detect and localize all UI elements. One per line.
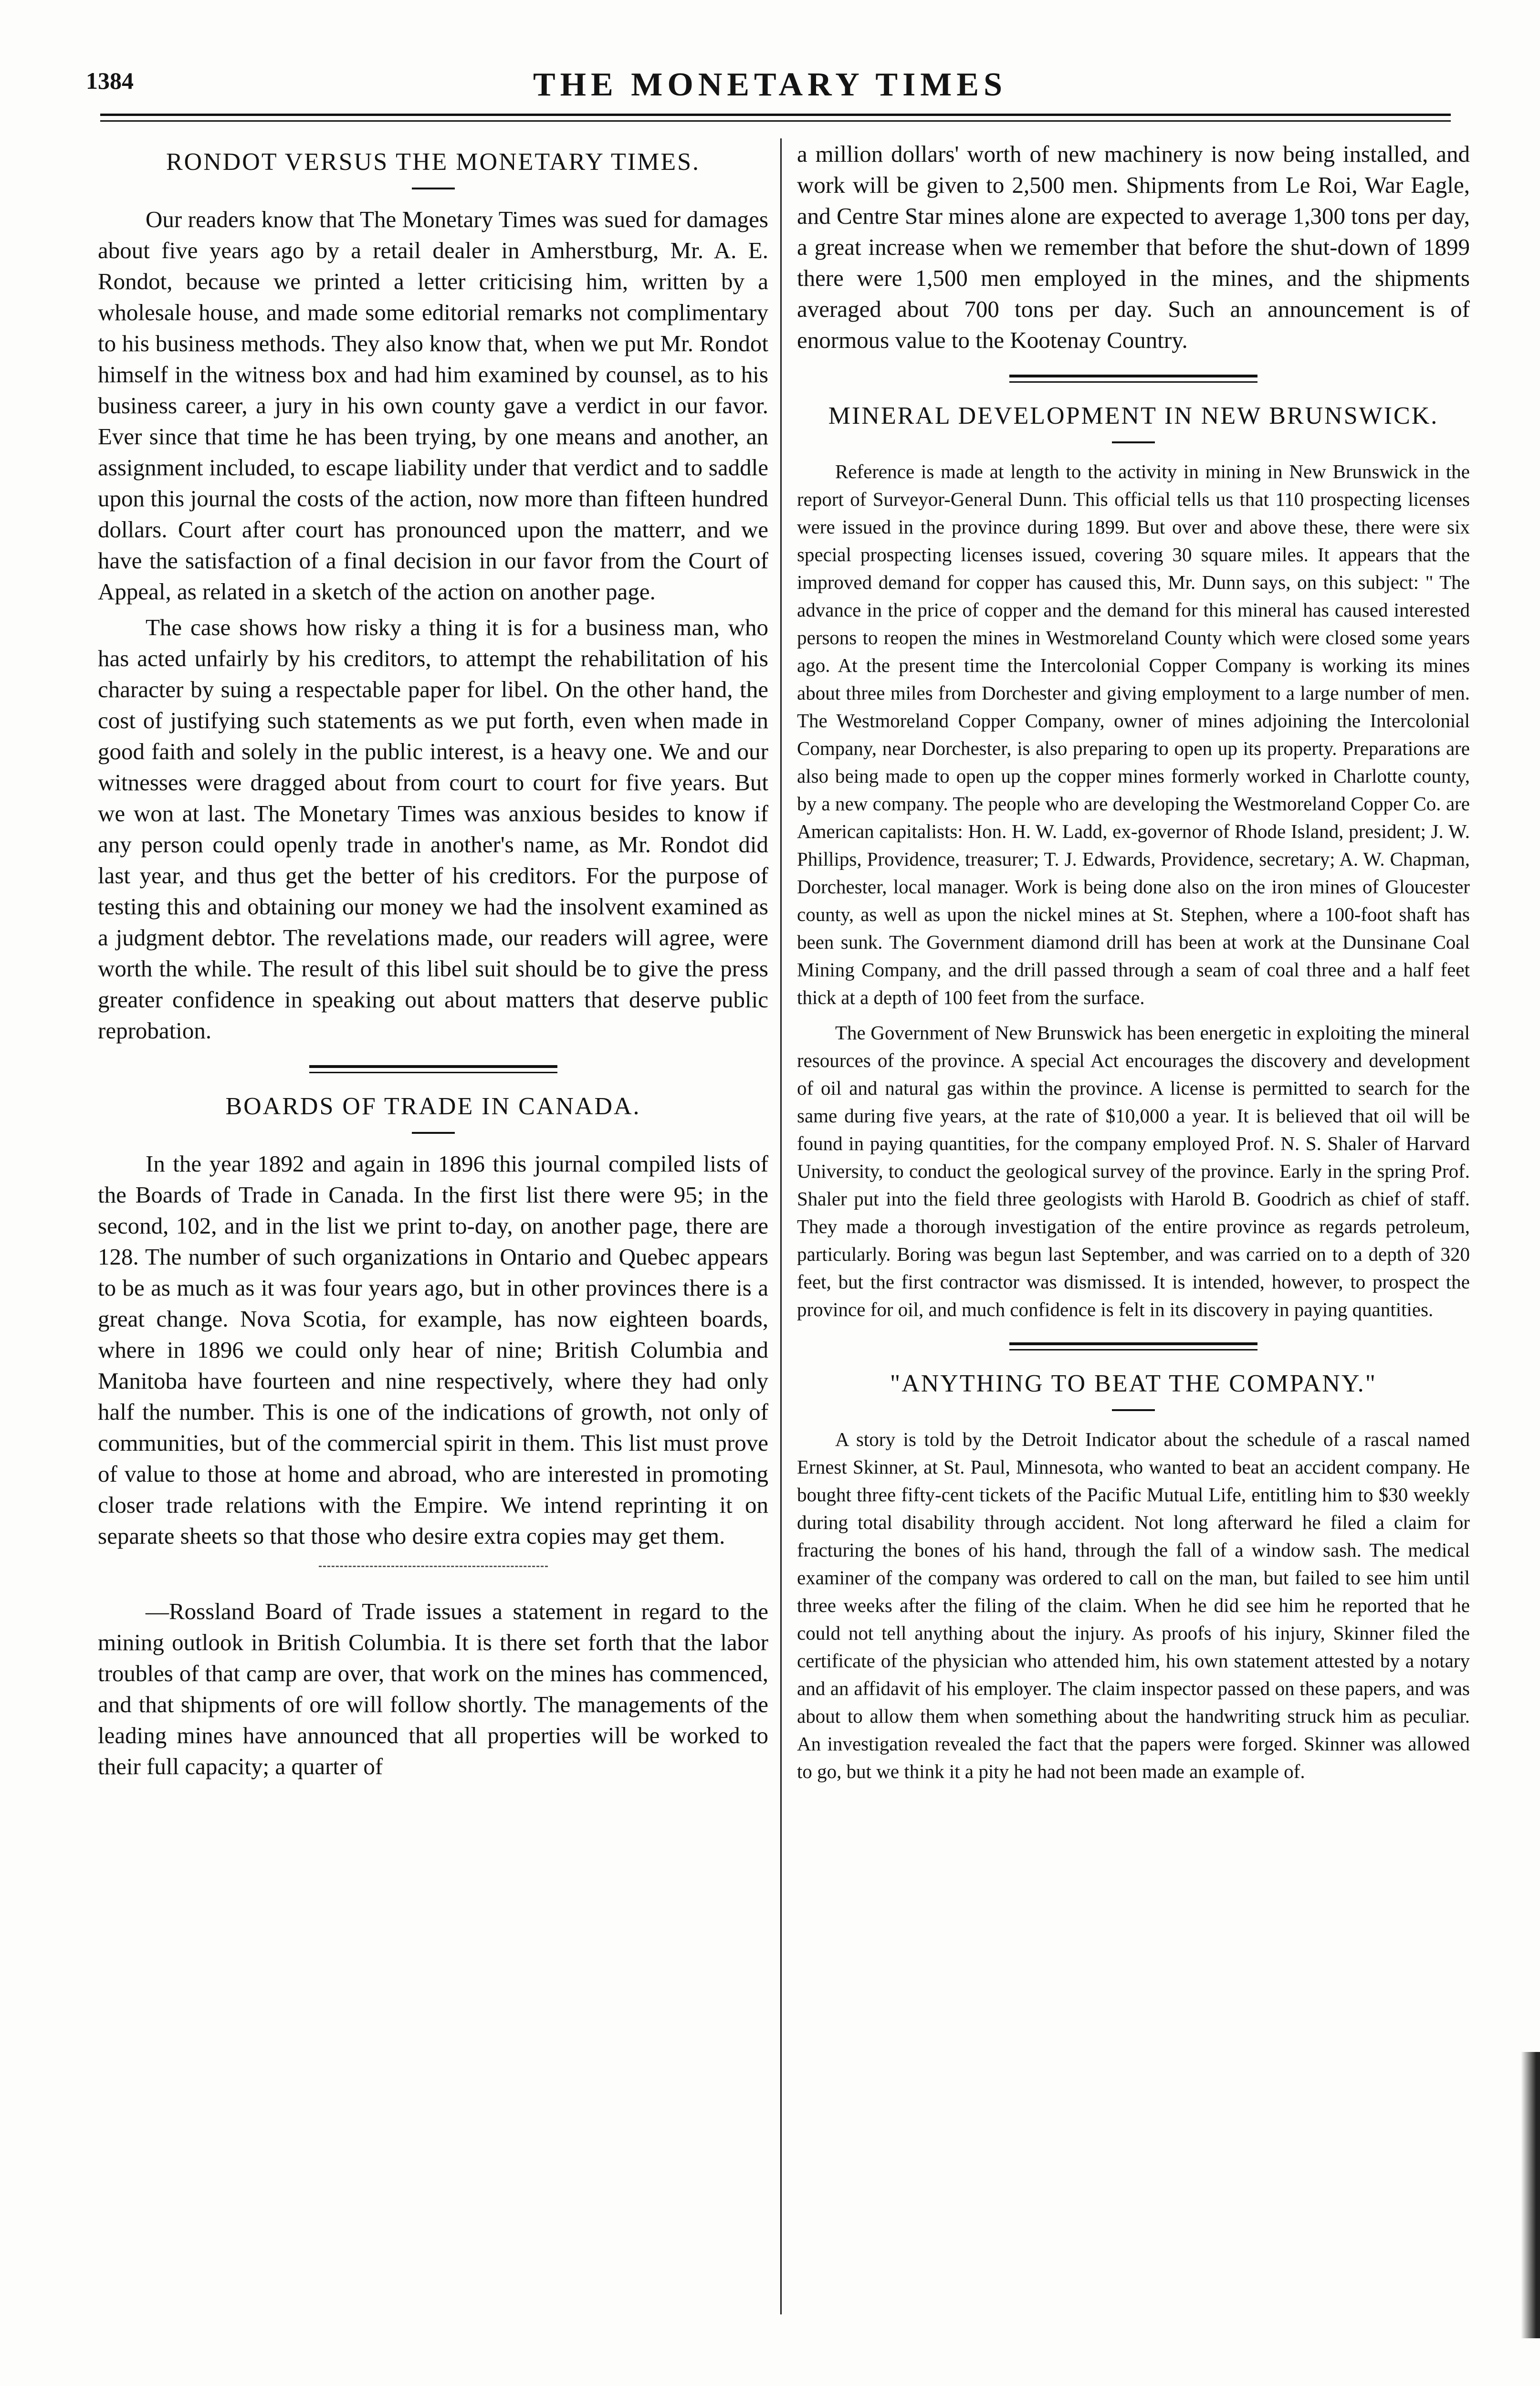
title-dash [412, 1132, 455, 1134]
article-title: BOARDS OF TRADE IN CANADA. [225, 1093, 641, 1120]
article-paragraph: Reference is made at length to the activity in mining in New Brunswick in the report of Surveyor-General Dunn. This official tells us that 110 prospecting licenses were issued in the province during 1899. But over and above these, there were six special prospecting licenses issued, covering 30 square miles. It appears that the improved demand for copper has caused this, Mr. Dunn says, on this subject: " The advance in the price of copper and the demand for this mineral has caused interested persons to reopen the mines in Westmoreland County which were closed some years ago. At the present time the Intercolonial Copper Company is working its mines about three miles from Dorchester and giving employment to a large number of men. The Westmoreland Copper Company, owner of mines adjoining the Intercolonial Company, near Dorchester, is also preparing to open up its property. Preparations are also being made to open up the copper mines formerly worked in Charlotte county, by a new company. The people who are developing the Westmoreland Copper Co. are American capitalists: Hon. H. W. Ladd, ex-governor of Rhode Island, president; J. W. Phillips, Providence, treasurer; T. J. Edwards, Providence, secretary; A. W. Chapman, Dorchester, local manager. Work is being done also on the iron mines of Gloucester county, as well as upon the nickel mines at St. Stephen, where a 100-foot shaft has been sunk. The Government diamond drill has been at work at the Dunsinane Coal Mining Company, and the drill passed through a seam of coal three and a half feet thick at a depth of 100 feet from the surface. [797, 460, 1470, 1008]
page-edge-shadow [1521, 2052, 1540, 2338]
article-title: MINERAL DEVELOPMENT IN NEW BRUNSWICK. [828, 402, 1439, 429]
article-title: "ANYTHING TO BEAT THE COMPANY." [890, 1370, 1377, 1397]
page-number: 1384 [86, 67, 134, 94]
title-dash [1112, 1409, 1155, 1411]
section-divider [1009, 375, 1257, 383]
right-column [797, 138, 1470, 1785]
article-paragraph: The case shows how risky a thing it is for a business man, who has acted unfairly by his creditors, to attempt the rehabilitation of his character by suing a respectable paper for libel. On the other hand, the cost of justifying such statements as we put forth, even when made in good faith and solely in the public interest, is a heavy one. We and our witnesses were dragged about from court to court for five years. But we won at last. The Monetary Times was anxious besides to know if any person could openly trade in another's name, as Mr. Rondot did last year, and thus get the better of his creditors. For the purpose of testing this and obtaining our money we had the insolvent examined as a judgment debtor. The revelations made, our readers will agree, were worth the while. The result of this libel suit should be to give the press greater confidence in speaking out about matters that deserve public reprobation. [98, 614, 768, 1044]
article-paragraph: —Rossland Board of Trade issues a statement in regard to the mining outlook in British Columbia. It is there set forth that the labor troubles of that camp are over, that work on the mines has commenced, and that shipments of ore will follow shortly. The managements of the leading mines have announced that all properties will be worked to their full capacity; a quarter of [98, 1598, 768, 1779]
article-paragraph: A story is told by the Detroit Indicator about the schedule of a rascal named Ernest Skinner, at St. Paul, Minnesota, who wanted to beat an accident company. He bought three fifty-cent tickets of the Pacific Mutual Life, entitling him to $30 weekly during total disability through accident. Not long afterward he filed a claim for fracturing the bones of his hand, through the fall of a window sash. The medical examiner of the company was ordered to call on the man, but failed to see him until three weeks after the filing of the claim. When he did see him he reported that he could not tell anything about the injury. As proofs of his injury, Skinner filed the certificate of the physician who attended him, his own statement attested by a notary and an affidavit of his employer. The claim inspector passed on these papers, and was about to allow them when something about the handwriting struck him as peculiar. An investigation revealed the fact that the papers were forged. Skinner was allowed to go, but we think it a pity he had not been made an example of. [797, 1428, 1470, 1782]
article-title: RONDOT VERSUS THE MONETARY TIMES. [166, 148, 701, 176]
section-divider-small [319, 1566, 548, 1567]
masthead-title: THE MONETARY TIMES [533, 66, 1007, 103]
title-dash [1112, 441, 1155, 443]
article-paragraph: In the year 1892 and again in 1896 this journal compiled lists of the Boards of Trade in Canada. In the first list there were 95; in the second, 102, and in the list we print to-day, on another page, there are 128. The number of such organizations in Ontario and Quebec appears to be as much as it was four years ago, but in other provinces there is a great change. Nova Scotia, for example, has now eighteen boards, where in 1896 we could only hear of nine; British Columbia and Manitoba have fourteen and nine respectively, where they had only half the number. This is one of the indications of growth, not only of communities, but of the commercial spirit in them. This list must prove of value to those at home and abroad, who are interested in promoting closer trade relations with the Empire. We intend reprinting it on separate sheets so that those who desire extra copies may get them. [98, 1151, 768, 1549]
article-paragraph: Our readers know that The Monetary Times was sued for damages about five years ago by a retail dealer in Amherstburg, Mr. A. E. Rondot, because we printed a letter criticising him, written by a wholesale house, and made some editorial remarks not complimentary to his business methods. They also know that, when we put Mr. Rondot himself in the witness box and had him examined by counsel, as to his business career, a jury in his own county gave a verdict in our favor. Ever since that time he has been trying, by one means and another, an assignment included, to escape liability under that verdict and to saddle upon this journal the costs of the action, now more than fifteen hundred dollars. Court after court has pronounced upon the matterr, and we have the satisfaction of a final decision in our favor from the Court of Appeal, as related in a sketch of the action on another page. [98, 206, 768, 605]
article-rossland [98, 1596, 768, 1782]
header-rule-thin [100, 120, 1451, 122]
left-column [98, 138, 768, 1782]
section-divider [1009, 1342, 1257, 1350]
article-paragraph: a million dollars' worth of new machinery is now being installed, and work will be given to 2,500 men. Shipments from Le Roi, War Eagle, and Centre Star mines alone are expected to average 1,300 tons per day, a great increase when we remember that before the shut-down of 1899 there were 1,500 men employed in the mines, and the shipments averaged about 700 tons per day. Such an announcement is of enormous value to the Kootenay Country. [797, 141, 1470, 353]
title-dash [412, 188, 455, 189]
article-rondot [98, 148, 768, 1046]
section-divider [309, 1065, 557, 1073]
article-rossland-continued [797, 138, 1470, 356]
header-rule [100, 114, 1451, 116]
article-paragraph: The Government of New Brunswick has been energetic in exploiting the mineral resources of the province. A special Act encourages the discovery and development of oil and natural gas within the province. A license is permitted to search for the same during five years, at the rate of $10,000 a year. It is believed that oil will be found in paying quantities, for the company employed Prof. N. S. Shaler of Harvard University, to conduct the geological survey of the province. Early in the spring Prof. Shaler put into the field three geologists with Harold B. Goodrich as chief of staff. They made a thorough investigation of the entire province as regards petroleum, particularly. Boring was begun last September, and was carried on to a depth of 320 feet, but the first contractor was dismissed. It is intended, however, to prospect the province for oil, and much confidence is felt in its discovery in paying quantities. [797, 1022, 1470, 1320]
article-beat-the-company [797, 1370, 1470, 1785]
column-divider [780, 138, 782, 2314]
article-mineral-development [797, 402, 1470, 1323]
article-boards-of-trade [98, 1092, 768, 1551]
